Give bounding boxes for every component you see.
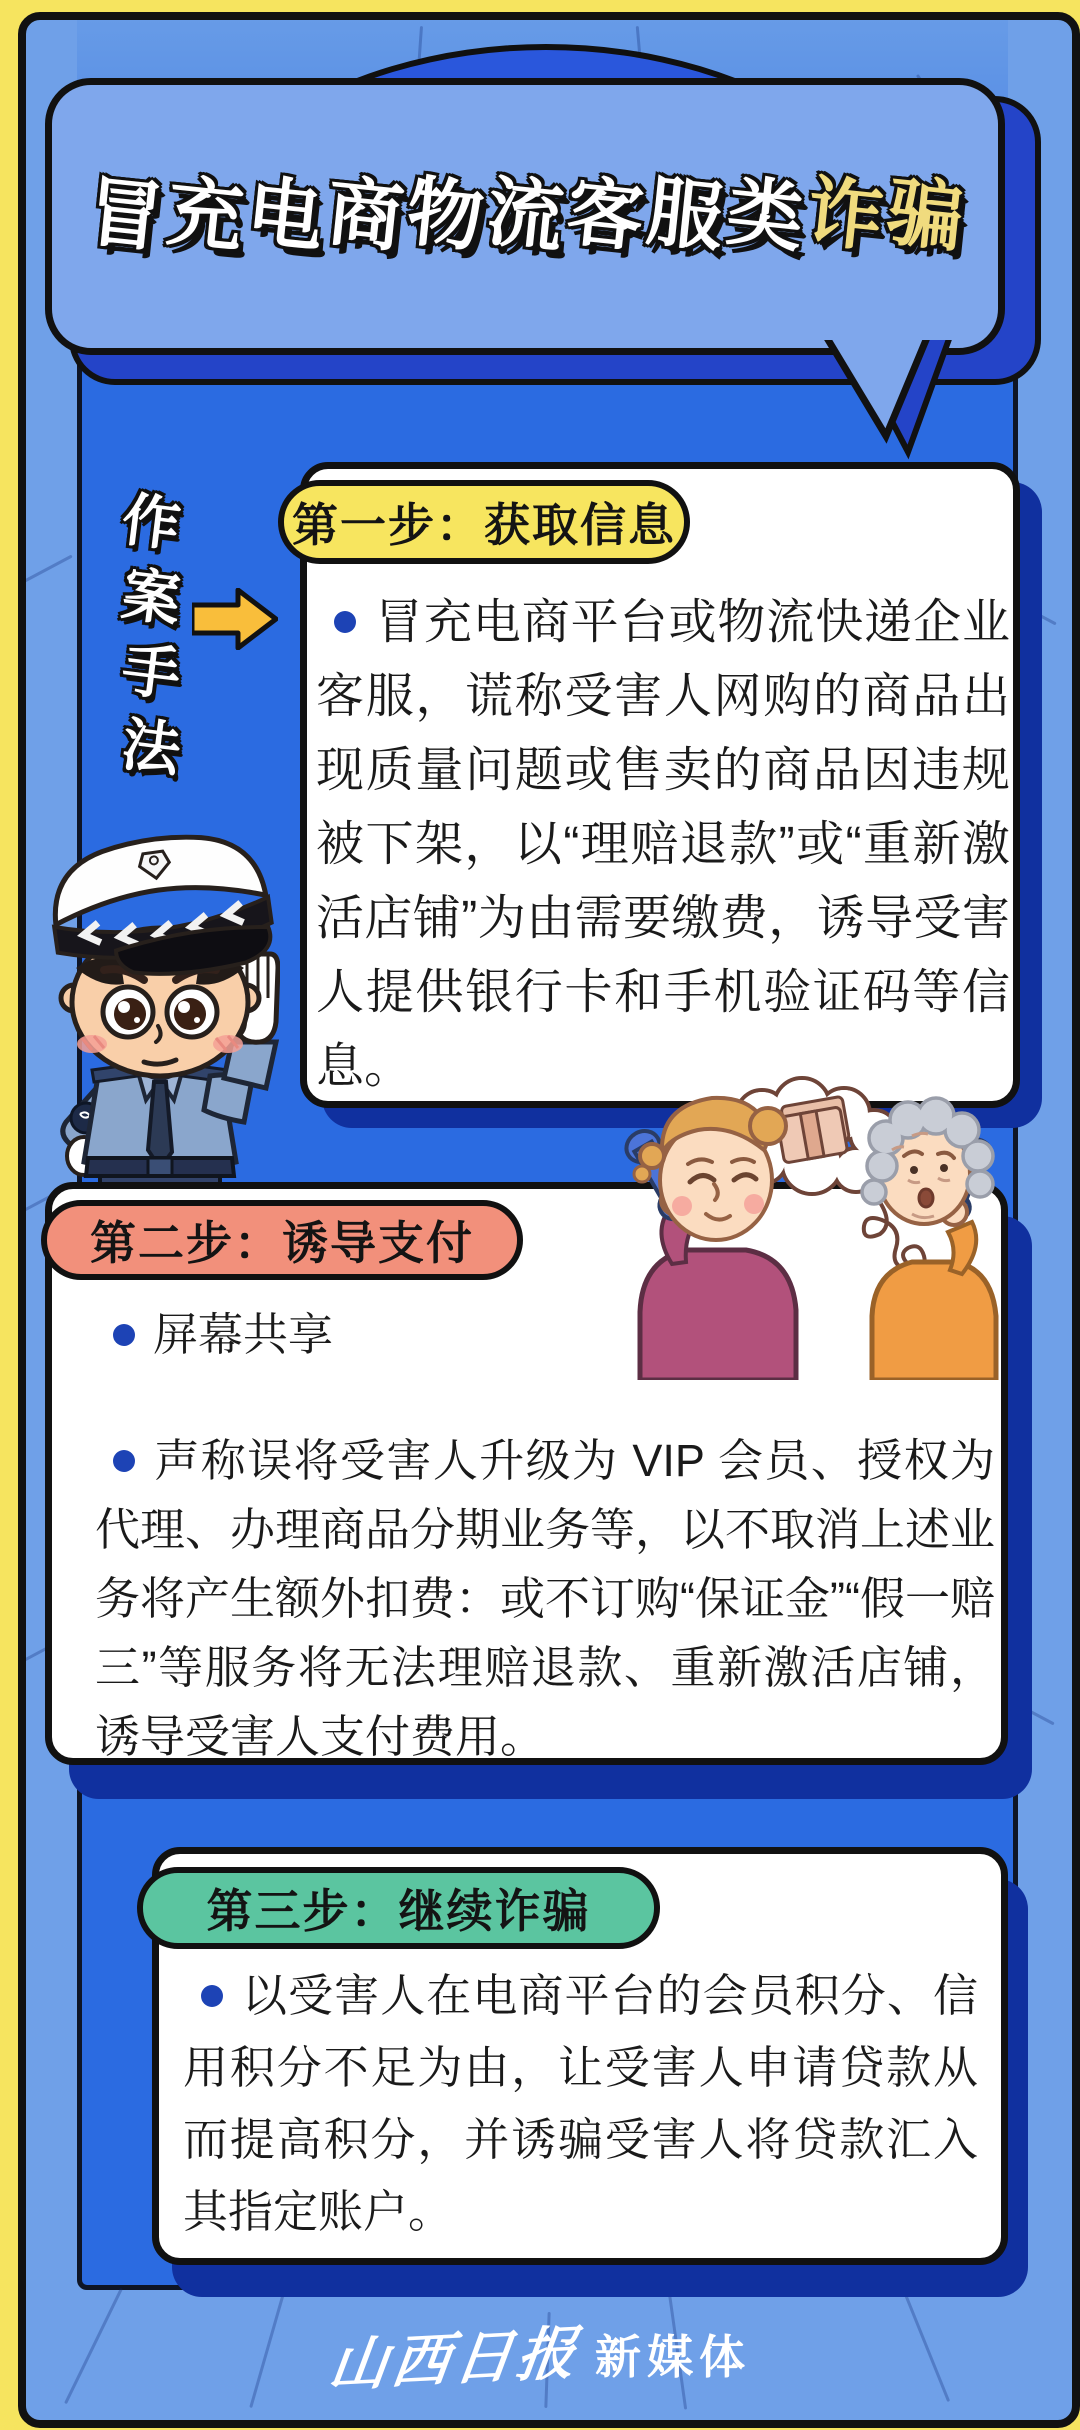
step-2-text-2: [95, 1426, 995, 1771]
brand-logo-script: 山西日报: [325, 2320, 584, 2399]
title-char: 商: [322, 169, 408, 262]
step-3-header-label: 第三步：继续诈骗: [206, 1885, 591, 1937]
step-3-header: [137, 1867, 660, 1949]
brand-logo-suffix: 新媒体: [595, 2331, 751, 2383]
title-char: 服: [642, 169, 728, 262]
step-1-header: [278, 480, 690, 564]
footer-brand: [26, 2312, 1056, 2399]
step-3-text: [183, 1960, 978, 2248]
title-highlight-char: 骗: [882, 169, 968, 262]
title-char: 充: [162, 169, 248, 262]
title-char: 客: [562, 169, 648, 262]
title-char: 冒: [82, 169, 168, 262]
step-2-header-label: 第二步：诱导支付: [90, 1217, 474, 1269]
elderly-victims-illustration: [612, 1072, 1008, 1380]
step-1-header-label: 第一步：获取信息: [292, 499, 676, 551]
title-char: 流: [482, 169, 568, 262]
step-2-bullet-text-2: 声称误将受害人升级为 VIP 会员、授权为代理、办理商品分期业务等，以不取消上述业务将产生额外扣费：或不订购“保证金”“假一赔三”等服务将无法理赔退款、重新激活店铺，诱导受害人支付费用。: [95, 1435, 996, 1762]
side-label-char: 手: [118, 637, 184, 709]
step-2-header: [41, 1200, 523, 1280]
bubble-tail: [740, 340, 960, 472]
police-officer-illustration: [40, 826, 280, 1198]
title-char: 类: [722, 169, 808, 262]
dot-icon: [201, 1985, 223, 2007]
dot-icon: [334, 611, 356, 633]
step-3-bullet-text: 以受害人在电商平台的会员积分、信用积分不足为由，让受害人申请贷款从而提高积分，并诱骗受害人将贷款汇入其指定账户。: [183, 1970, 978, 2237]
right-block-arrow-icon: [192, 588, 278, 650]
step-2-bullet-text-1: 屏幕共享: [153, 1309, 334, 1360]
side-label-char: 作: [118, 487, 184, 559]
main-panel: [18, 12, 1080, 2428]
side-label-char: 案: [118, 562, 184, 634]
title-char: 物: [402, 169, 488, 262]
step-1-bullet-text: 冒充电商平台或物流快递企业客服，谎称受害人网购的商品出现质量问题或售卖的商品因违规被下架，以“理赔退款”或“重新激活店铺”为由需要缴费，诱导受害人提供银行卡和手机验证码等信息。: [316, 596, 1010, 1093]
poster-title: [45, 169, 1005, 262]
step-1-text: [316, 586, 1010, 1104]
side-label-char: 法: [118, 712, 184, 784]
grid-line: [18, 555, 72, 586]
title-char: 电: [242, 169, 328, 262]
dot-icon: [113, 1324, 135, 1346]
dot-icon: [113, 1450, 135, 1472]
title-highlight-char: 诈: [802, 169, 888, 262]
